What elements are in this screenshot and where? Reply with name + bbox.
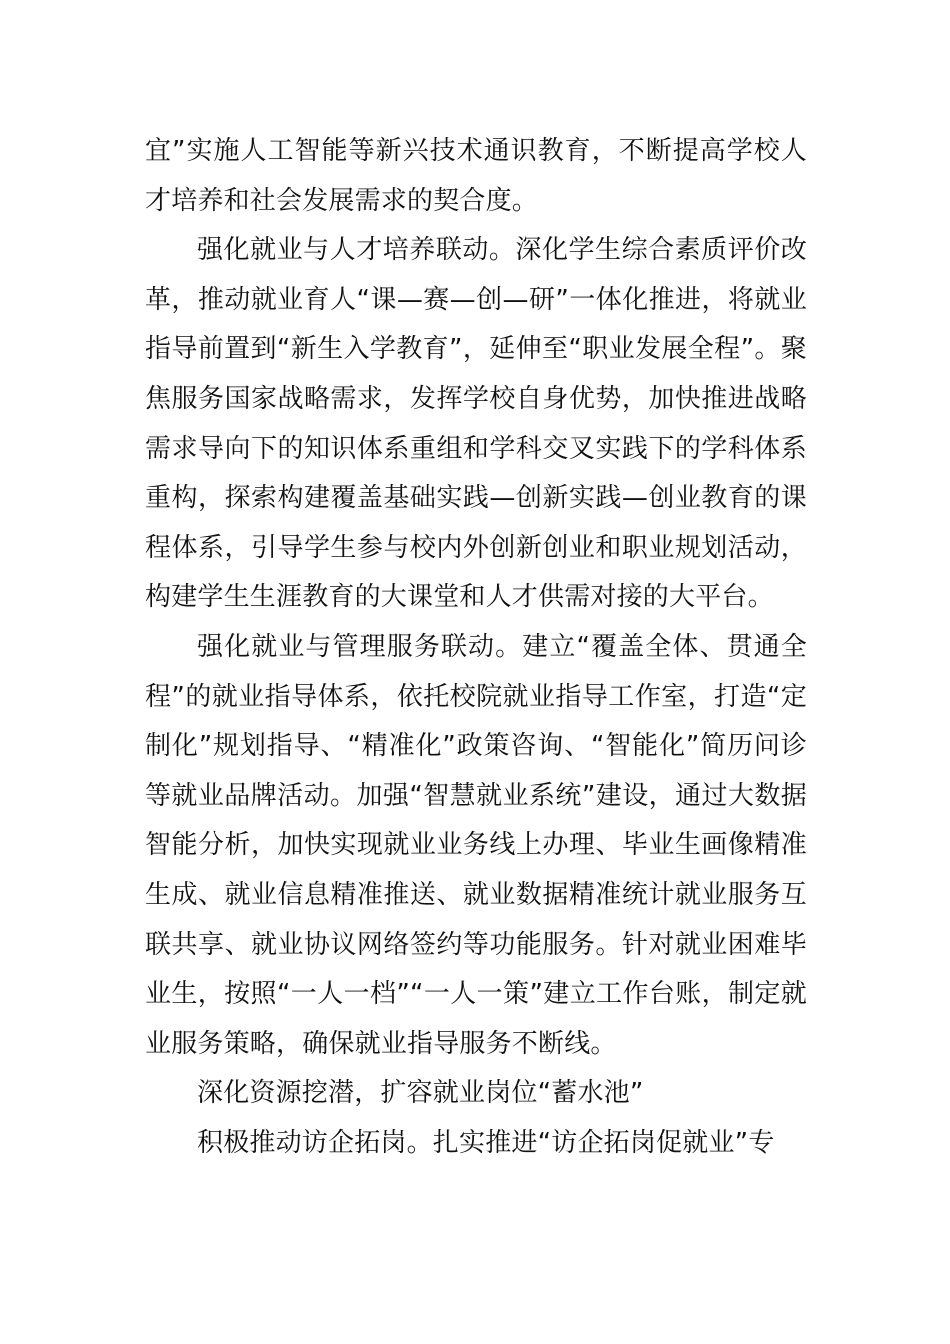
section-heading-resources: 深化资源挖潜，扩容就业岗位“蓄水池” [197,1078,644,1109]
paragraph-visit-enterprises: 积极推动访企拓岗。扎实推进“访企拓岗促就业”专 [197,1127,775,1158]
paragraph-talent-training: 强化就业与人才培养联动。深化学生综合素质评价改革，推动就业育人“课—赛—创—研”一体化推进，将就业指导前置到“新生入学教育”，延伸至“职业发展全程”。聚焦服务国家战略需求，发挥学校自身优势，加快推进战略需求导向下的知识体系重组和学科交叉实践下的学科体系重构，探索构建覆盖基础实践—创新实践—创业教育的课程体系，引导学生参与校内外创新创业和职业规划活动，构建学生生涯教育的大课堂和人才供需对接的大平台。 [145,235,807,613]
paragraph-continuation: 宜”实施人工智能等新兴技术通识教育，不断提高学校人才培养和社会发展需求的契合度。 [145,136,807,216]
paragraph-management-service: 强化就业与管理服务联动。建立“覆盖全体、贯通全程”的就业指导体系，依托校院就业指导工作室，打造“定制化”规划指导、“精准化”政策咨询、“智能化”简历问诊等就业品牌活动。加强“智慧就业系统”建设，通过大数据智能分析，加快实现就业业务线上办理、毕业生画像精准生成、就业信息精准推送、就业数据精准统计就业服务互联共享、就业协议网络签约等功能服务。针对就业困难毕业生，按照“一人一档”“一人一策”建立工作台账，制定就业服务策略，确保就业指导服务不断线。 [145,631,807,1059]
document-body [145,127,807,1168]
